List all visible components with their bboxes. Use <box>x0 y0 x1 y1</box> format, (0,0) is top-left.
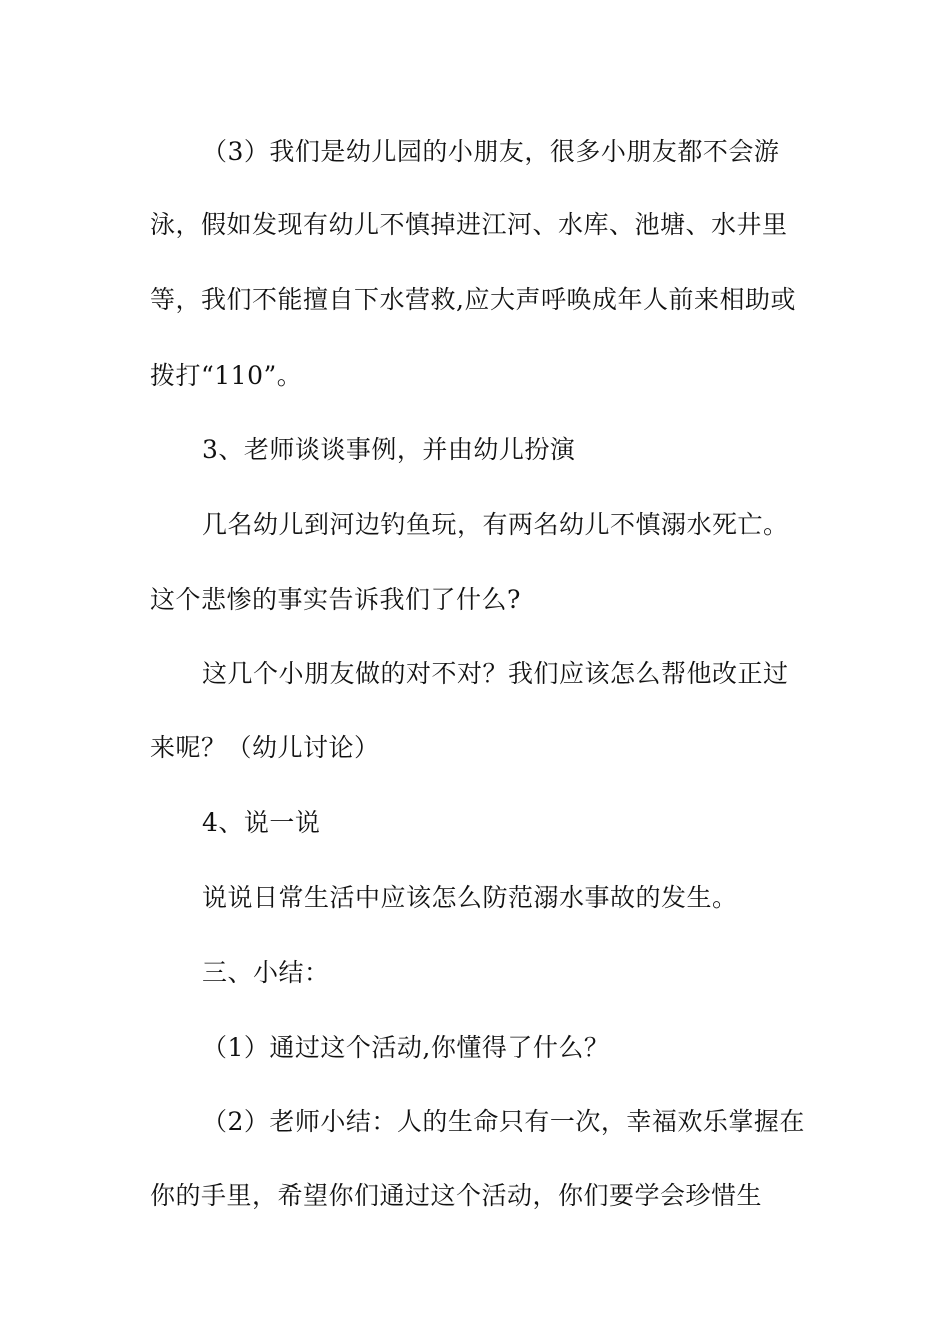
text-line: （1）通过这个活动,你懂得了什么？ <box>202 1033 610 1062</box>
text-line: 这几个小朋友做的对不对？我们应该怎么帮他改正过 <box>202 659 789 688</box>
text-line: 你的手里，希望你们通过这个活动，你们要学会珍惜生 <box>150 1181 763 1210</box>
text-line: 说说日常生活中应该怎么防范溺水事故的发生。 <box>202 883 738 912</box>
text-line: 泳，假如发现有幼儿不慎掉进江河、水库、池塘、水井里 <box>150 210 788 239</box>
text-line: 等，我们不能擅自下水营救,应大声呼唤成年人前来相助或 <box>150 285 796 314</box>
text-line: 这个悲惨的事实告诉我们了什么? <box>150 585 521 614</box>
text-line: 几名幼儿到河边钓鱼玩，有两名幼儿不慎溺水死亡。 <box>202 510 789 539</box>
text-line: （2）老师小结：人的生命只有一次，幸福欢乐掌握在 <box>202 1107 805 1136</box>
text-line: 拨打“110”。 <box>150 361 303 390</box>
section-heading: 3、老师谈谈事例，并由幼儿扮演 <box>202 435 576 464</box>
section-heading: 4、说一说 <box>202 808 321 837</box>
text-line: （3）我们是幼儿园的小朋友，很多小朋友都不会游 <box>202 137 780 166</box>
section-heading: 三、小结： <box>202 958 330 987</box>
text-line: 来呢？（幼儿讨论） <box>150 733 380 762</box>
